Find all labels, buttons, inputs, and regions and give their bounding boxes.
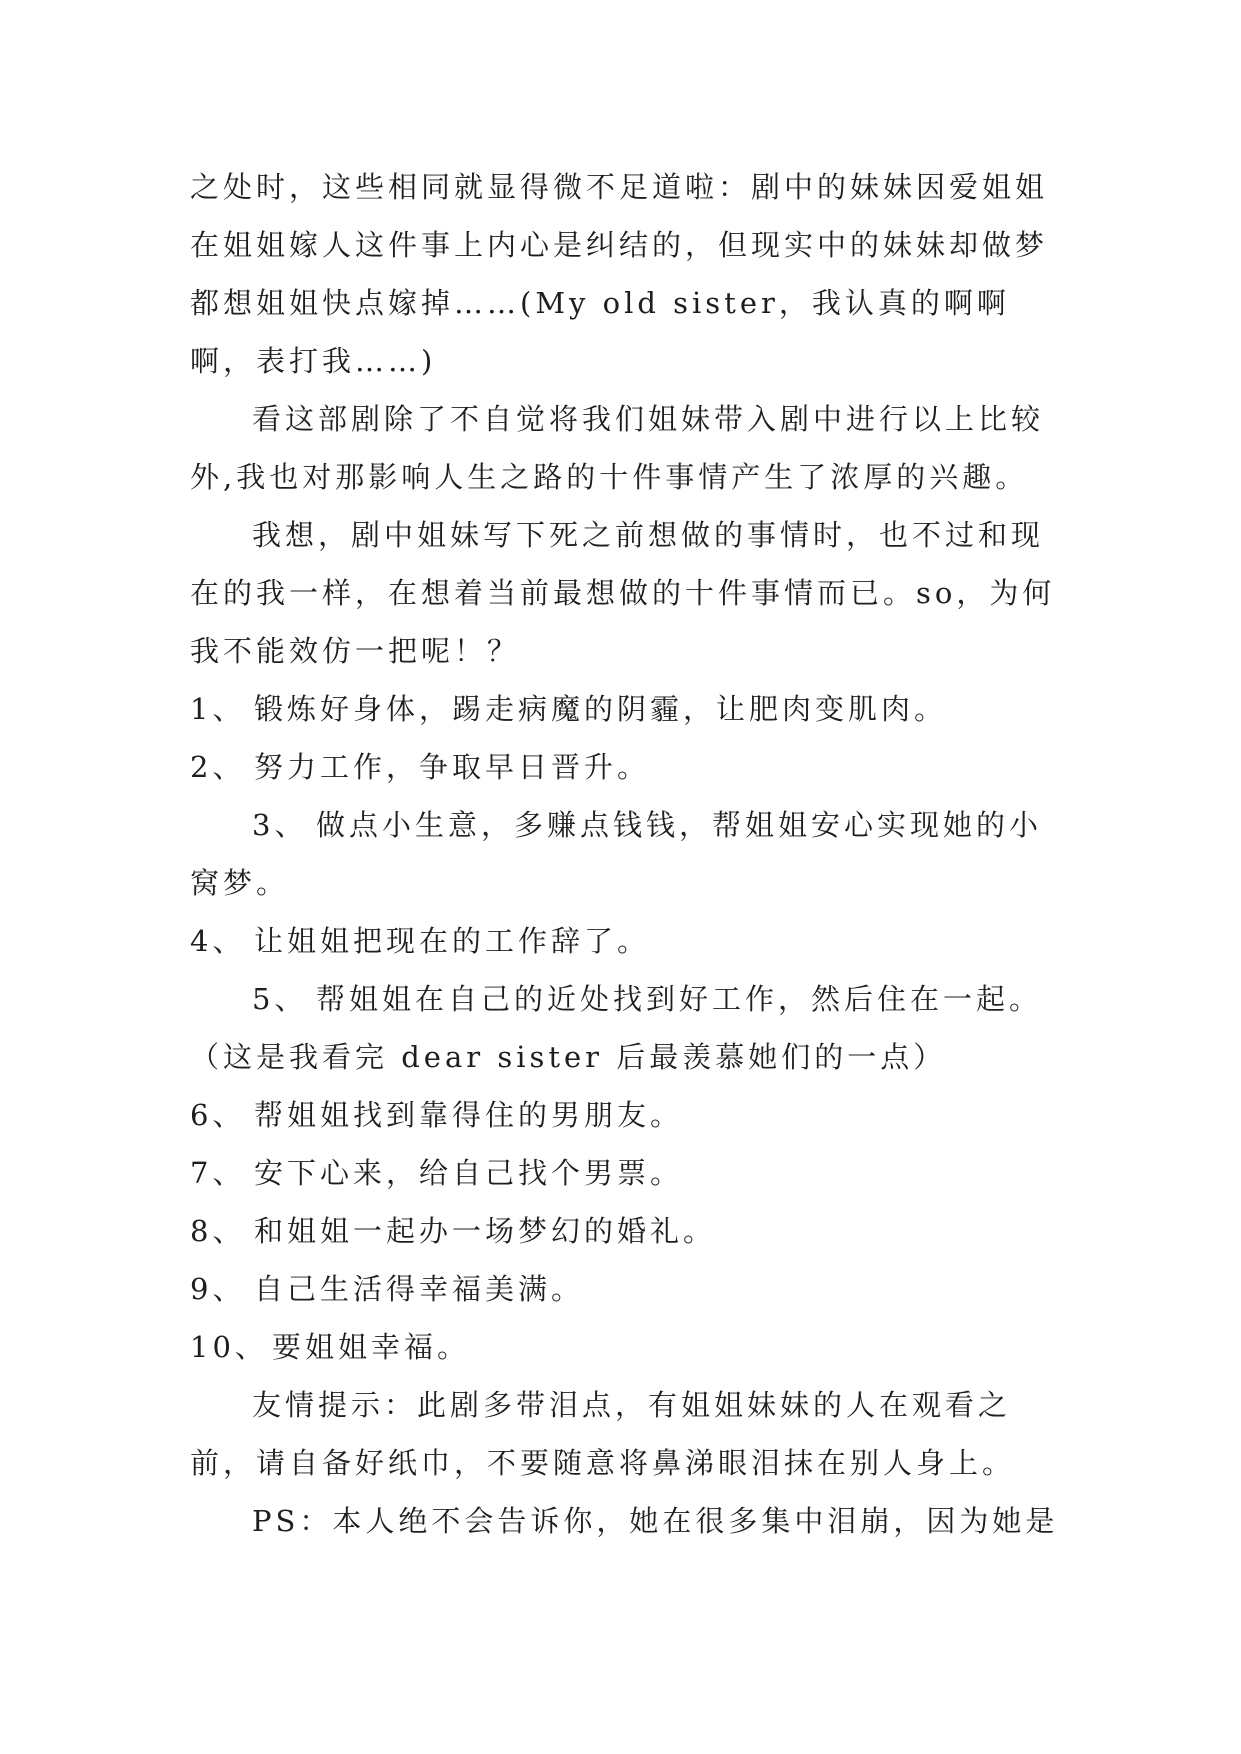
list-item [190, 680, 1060, 738]
document-body [190, 158, 1060, 1550]
list-item-number: 9、 [190, 1272, 246, 1306]
list-item [190, 1202, 1060, 1260]
paragraph-intent: 我想，剧中姐妹写下死之前想做的事情时，也不过和现在的我一样，在想着当前最想做的十件事情而已。so，为何我不能效仿一把呢！？ [190, 518, 1056, 668]
list-item-number: 2、 [190, 750, 246, 784]
ten-things-list [190, 680, 1060, 1376]
list-item-number: 5、 [252, 982, 308, 1016]
list-item-text: 帮姐姐在自己的近处找到好工作，然后住在一起。（这是我看完 dear sister 后最羡慕她们的一点） [190, 982, 1043, 1074]
list-item-number: 1、 [190, 692, 246, 726]
list-item [190, 970, 1060, 1086]
list-item [190, 912, 1060, 970]
list-item-text: 帮姐姐找到靠得住的男朋友。 [254, 1098, 684, 1132]
list-item [190, 738, 1060, 796]
list-item [190, 1144, 1060, 1202]
paragraph-comparison: 看这部剧除了不自觉将我们姐妹带入剧中进行以上比较外,我也对那影响人生之路的十件事情产生了浓厚的兴趣。 [190, 402, 1045, 494]
list-item-text: 做点小生意，多赚点钱钱，帮姐姐安心实现她的小窝梦。 [190, 808, 1043, 900]
list-item [190, 1086, 1060, 1144]
list-item [190, 796, 1060, 912]
list-item-text: 锻炼好身体，踢走病魔的阴霾，让肥肉变肌肉。 [254, 692, 948, 726]
list-item-number: 3、 [252, 808, 308, 842]
list-item-number: 4、 [190, 924, 246, 958]
list-item-text: 自己生活得幸福美满。 [254, 1272, 585, 1306]
paragraph-ps: PS：本人绝不会告诉你，她在很多集中泪崩，因为她是 [252, 1504, 1059, 1538]
list-item-number: 6、 [190, 1098, 246, 1132]
list-item-text: 和姐姐一起办一场梦幻的婚礼。 [254, 1214, 717, 1248]
paragraph-tip: 友情提示：此剧多带泪点，有姐姐妹妹的人在观看之前，请自备好纸巾，不要随意将鼻涕眼泪抹在别人身上。 [190, 1388, 1016, 1480]
list-item-number: 8、 [190, 1214, 246, 1248]
list-item-number: 10、 [190, 1330, 268, 1364]
list-item-text: 安下心来，给自己找个男票。 [254, 1156, 684, 1190]
list-item-text: 让姐姐把现在的工作辞了。 [254, 924, 651, 958]
paragraph-continuation: 之处时，这些相同就显得微不足道啦：剧中的妹妹因爱姐姐在姐姐嫁人这件事上内心是纠结的，但现实中的妹妹却做梦都想姐姐快点嫁掉……(My old sister，我认真的啊啊啊，表打我……) [190, 170, 1049, 378]
list-item [190, 1260, 1060, 1318]
list-item-text: 要姐姐幸福。 [272, 1330, 471, 1364]
list-item-text: 努力工作，争取早日晋升。 [254, 750, 651, 784]
list-item [190, 1318, 1060, 1376]
list-item-number: 7、 [190, 1156, 246, 1190]
